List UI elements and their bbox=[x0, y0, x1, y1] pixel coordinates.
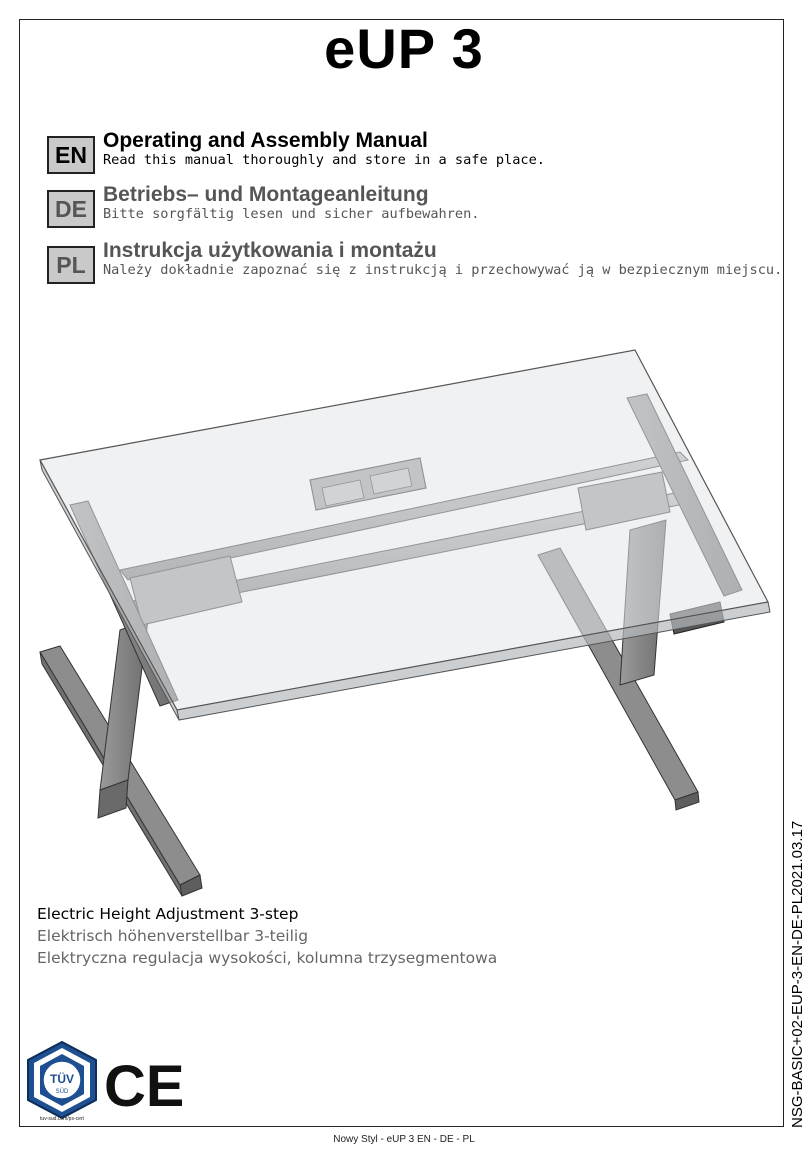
tuv-sub-text: SÜD bbox=[55, 1089, 69, 1095]
language-subtitle-en: Read this manual thoroughly and store in a safe place. bbox=[103, 152, 545, 168]
ce-mark bbox=[104, 1056, 182, 1112]
language-heading-de: Betriebs– und Montageanleitung bbox=[103, 183, 429, 206]
desktop-glass bbox=[40, 350, 770, 720]
language-badge-en: EN bbox=[47, 136, 95, 174]
page-title: eUP 3 bbox=[324, 17, 484, 80]
language-subtitle-pl: Należy dokładnie zapoznać się z instrukcją i przechowywać ją w bezpiecznym miejscu. bbox=[103, 262, 783, 278]
language-badge-pl: PL bbox=[47, 246, 95, 284]
tuv-url-text: tuv-sud.com/ps-cert bbox=[40, 1116, 84, 1122]
feature-line-en: Electric Height Adjustment 3-step bbox=[37, 905, 299, 923]
language-heading-pl: Instrukcja użytkowania i montażu bbox=[103, 239, 437, 262]
feature-line-de: Elektrisch höhenverstellbar 3-teilig bbox=[37, 927, 309, 945]
language-subtitle-de: Bitte sorgfältig lesen und sicher aufbewahren. bbox=[103, 206, 480, 222]
tuv-brand-text: TÜV bbox=[50, 1072, 74, 1086]
language-heading-en: Operating and Assembly Manual bbox=[103, 129, 428, 152]
desk-illustration bbox=[30, 340, 780, 900]
feature-line-pl: Elektryczna regulacja wysokości, kolumna trzysegmentowa bbox=[37, 949, 498, 967]
tuv-certification-mark bbox=[24, 1040, 100, 1122]
language-badge-de: DE bbox=[47, 190, 95, 228]
ce-mark-text: CE bbox=[104, 1056, 182, 1112]
document-code: NSG-BASIC+02-EUP-3-EN-DE-PL2021.03.17 bbox=[789, 820, 806, 1128]
page-footer: Nowy Styl - eUP 3 EN - DE - PL bbox=[333, 1134, 475, 1145]
